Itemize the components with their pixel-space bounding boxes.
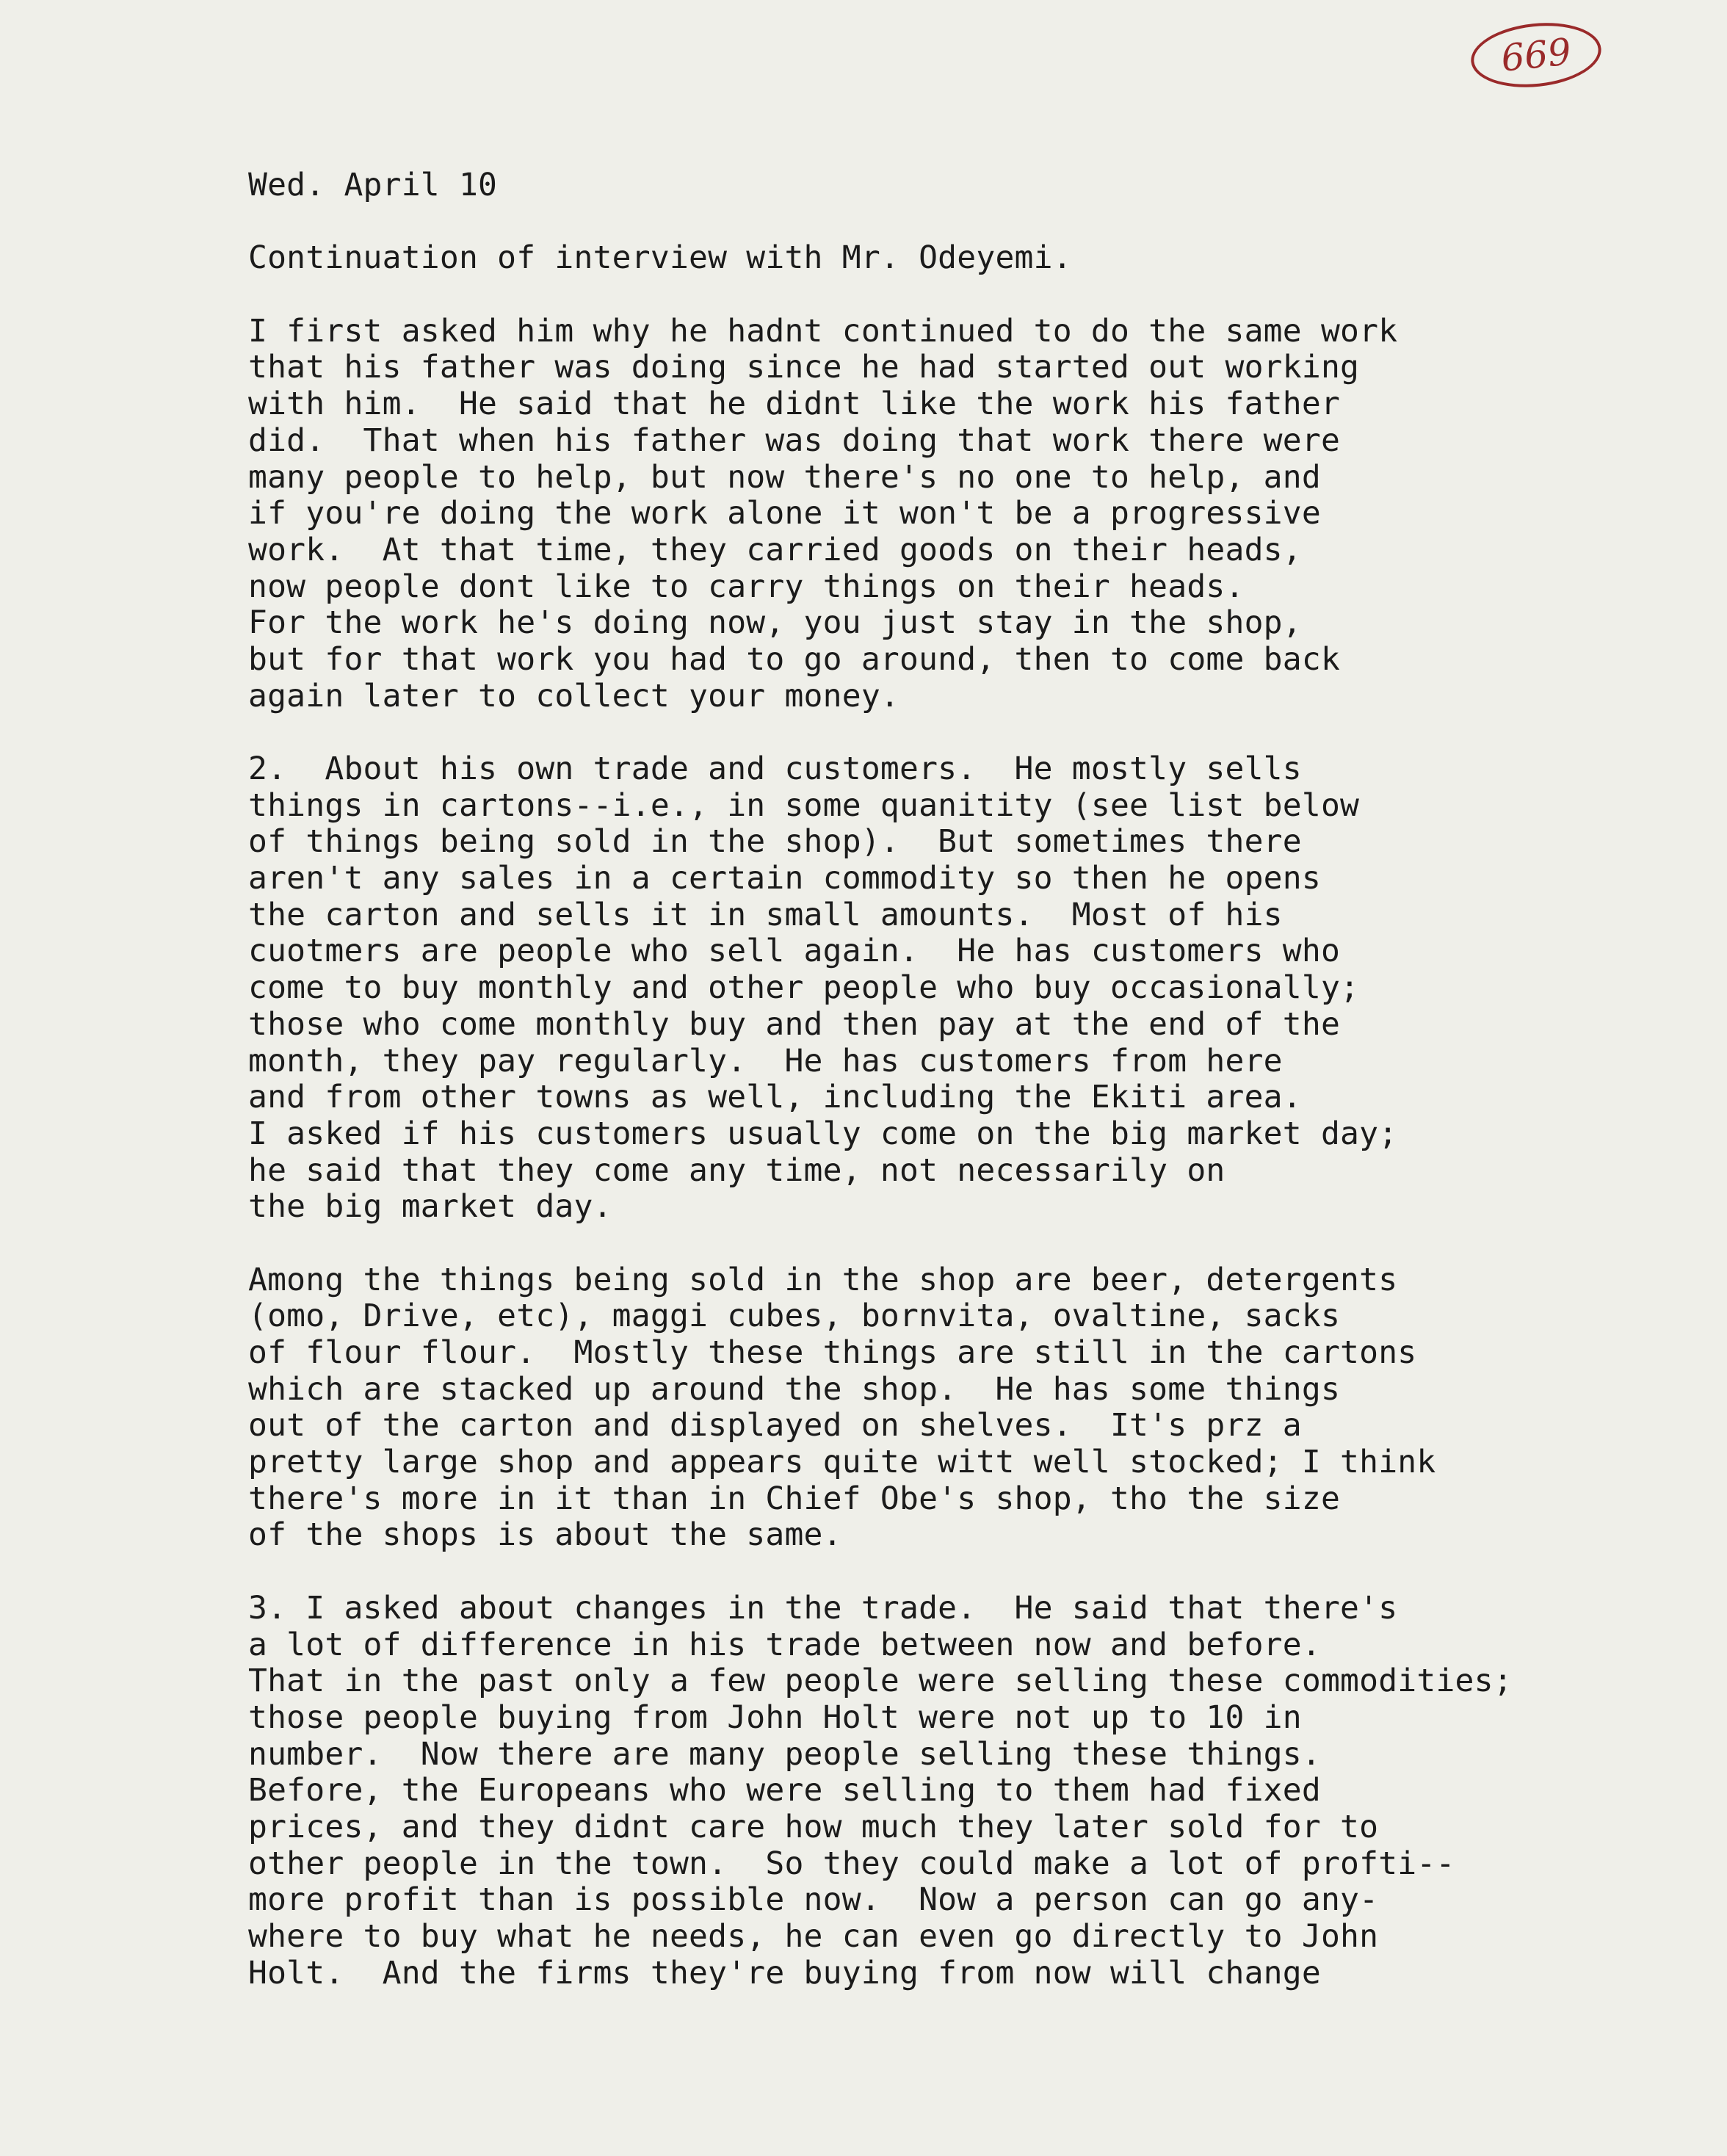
subtitle-line: Continuation of interview with Mr. Odeyemi.: [248, 239, 1072, 277]
text-line: he said that they come any time, not necessarily on: [248, 1151, 1225, 1189]
text-line: Among the things being sold in the shop are beer, detergents: [248, 1261, 1398, 1298]
text-line: Before, the Europeans who were selling to them had fixed: [248, 1772, 1321, 1809]
paragraph: [248, 1262, 1709, 1555]
text-line: those people buying from John Holt were not up to 10 in: [248, 1699, 1302, 1736]
text-line: there's more in it than in Chief Obe's shop, tho the size: [248, 1480, 1341, 1517]
text-line: cuotmers are people who sell again. He has customers who: [248, 933, 1341, 970]
text-line: where to buy what he needs, he can even go directly to John: [248, 1918, 1379, 1955]
text-line: and from other towns as well, including the Ekiti area.: [248, 1079, 1302, 1116]
text-line: month, they pay regularly. He has customers from here: [248, 1042, 1283, 1079]
text-line: of the shops is about the same.: [248, 1516, 842, 1554]
text-line: many people to help, but now there's no one to help, and: [248, 458, 1321, 496]
text-line: prices, and they didnt care how much they later sold for to: [248, 1808, 1379, 1845]
text-line: For the work he's doing now, you just stay in the shop,: [248, 604, 1302, 642]
text-line: (omo, Drive, etc), maggi cubes, bornvita, ovaltine, sacks: [248, 1298, 1341, 1335]
text-line: pretty large shop and appears quite witt well stocked; I think: [248, 1444, 1436, 1481]
text-line: the carton and sells it in small amounts. Most of his: [248, 896, 1283, 933]
text-line: of things being sold in the shop). But sometimes there: [248, 823, 1302, 861]
text-line: work. At that time, they carried goods on their heads,: [248, 531, 1302, 568]
text-line: Holt. And the firms they're buying from now will change: [248, 1954, 1321, 1992]
text-line: those who come monthly buy and then pay at the end of the: [248, 1005, 1341, 1043]
text-line: of flour flour. Mostly these things are still in the cartons: [248, 1334, 1417, 1371]
paragraph: [248, 751, 1709, 1226]
text-line: more profit than is possible now. Now a person can go any-: [248, 1881, 1379, 1919]
text-line: come to buy monthly and other people who buy occasionally;: [248, 969, 1360, 1007]
text-line: did. That when his father was doing that work there were: [248, 422, 1341, 459]
paragraph: [248, 314, 1709, 715]
text-line: I first asked him why he hadnt continued to do the same work: [248, 312, 1398, 350]
text-line: aren't any sales in a certain commodity so then he opens: [248, 860, 1321, 897]
page-number-stamp: [1468, 17, 1604, 93]
text-line: again later to collect your money.: [248, 677, 899, 715]
text-line: things in cartons--i.e., in some quanitity (see list below: [248, 786, 1360, 824]
text-line: if you're doing the work alone it won't be a progressive: [248, 495, 1321, 532]
page-number: 669: [1499, 30, 1574, 80]
text-line: that his father was doing since he had started out working: [248, 349, 1360, 386]
text-line: 3. I asked about changes in the trade. He said that there's: [248, 1589, 1398, 1627]
text-line: now people dont like to carry things on their heads.: [248, 568, 1245, 605]
text-line: a lot of difference in his trade between now and before.: [248, 1626, 1321, 1663]
typed-text-body: [248, 167, 1709, 1992]
paragraph: [248, 1591, 1709, 1992]
paragraphs: [248, 314, 1709, 1992]
text-line: That in the past only a few people were selling these commodities;: [248, 1663, 1513, 1700]
text-line: the big market day.: [248, 1188, 612, 1226]
text-line: I asked if his customers usually come on the big market day;: [248, 1115, 1398, 1152]
text-line: which are stacked up around the shop. He has some things: [248, 1370, 1341, 1408]
date-line: Wed. April 10: [248, 167, 498, 203]
text-line: with him. He said that he didnt like the work his father: [248, 386, 1341, 423]
text-line: out of the carton and displayed on shelves. It's prz a: [248, 1407, 1302, 1444]
text-line: number. Now there are many people selling these things.: [248, 1735, 1321, 1773]
text-line: 2. About his own trade and customers. He mostly sells: [248, 750, 1302, 787]
text-line: other people in the town. So they could make a lot of profti--: [248, 1845, 1455, 1882]
text-line: but for that work you had to go around, then to come back: [248, 640, 1341, 678]
